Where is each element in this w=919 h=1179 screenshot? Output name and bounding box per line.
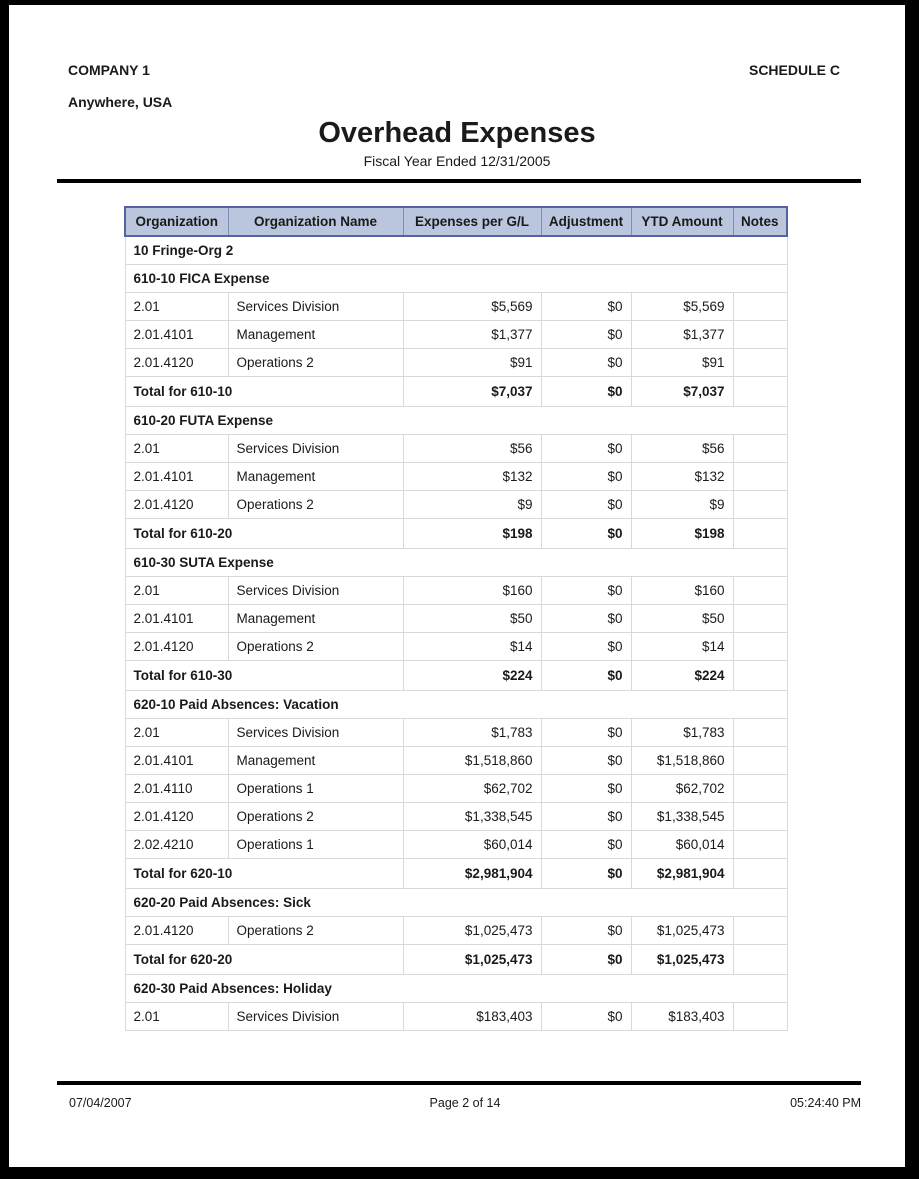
expenses-cell: $56 bbox=[403, 434, 541, 462]
ytd-amount-cell: $1,025,473 bbox=[631, 916, 733, 944]
total-row bbox=[125, 858, 787, 888]
org-name-cell: Management bbox=[228, 604, 403, 632]
org-cell: 2.01.4101 bbox=[125, 320, 228, 348]
adjustment-cell: $0 bbox=[541, 348, 631, 376]
ytd-amount-cell: $1,338,545 bbox=[631, 802, 733, 830]
notes-cell bbox=[733, 632, 787, 660]
org-cell: 2.01.4101 bbox=[125, 462, 228, 490]
adjustment-cell: $0 bbox=[541, 604, 631, 632]
notes-cell bbox=[733, 292, 787, 320]
total-row bbox=[125, 944, 787, 974]
expenses-cell: $50 bbox=[403, 604, 541, 632]
total-label-cell: Total for 610-30 bbox=[125, 660, 403, 690]
total-adjustment-cell: $0 bbox=[541, 376, 631, 406]
ytd-amount-cell: $160 bbox=[631, 576, 733, 604]
org-cell: 2.02.4210 bbox=[125, 830, 228, 858]
total-notes-cell bbox=[733, 376, 787, 406]
ytd-amount-cell: $56 bbox=[631, 434, 733, 462]
ytd-amount-cell: $1,377 bbox=[631, 320, 733, 348]
org-name-cell: Operations 1 bbox=[228, 774, 403, 802]
column-header-adjustment: Adjustment bbox=[541, 207, 631, 236]
expenses-table-head bbox=[125, 207, 787, 236]
expenses-cell: $1,338,545 bbox=[403, 802, 541, 830]
section-header-row bbox=[125, 974, 787, 1002]
expenses-cell: $60,014 bbox=[403, 830, 541, 858]
title-divider bbox=[57, 179, 861, 183]
total-ytd-cell: $2,981,904 bbox=[631, 858, 733, 888]
section-header-label: 610-20 FUTA Expense bbox=[125, 406, 787, 434]
adjustment-cell: $0 bbox=[541, 718, 631, 746]
expenses-cell: $62,702 bbox=[403, 774, 541, 802]
total-ytd-cell: $1,025,473 bbox=[631, 944, 733, 974]
report-footer bbox=[57, 1081, 861, 1110]
table-row bbox=[125, 348, 787, 376]
report-subtitle: Fiscal Year Ended 12/31/2005 bbox=[363, 153, 551, 169]
expenses-cell: $1,377 bbox=[403, 320, 541, 348]
expenses-cell: $1,783 bbox=[403, 718, 541, 746]
org-name-cell: Services Division bbox=[228, 576, 403, 604]
section-header-row bbox=[125, 888, 787, 916]
org-name-cell: Operations 2 bbox=[228, 490, 403, 518]
org-cell: 2.01 bbox=[125, 718, 228, 746]
notes-cell bbox=[733, 490, 787, 518]
table-row bbox=[125, 320, 787, 348]
org-name-cell: Operations 1 bbox=[228, 830, 403, 858]
section-header-row bbox=[125, 548, 787, 576]
table-row bbox=[125, 718, 787, 746]
expenses-cell: $14 bbox=[403, 632, 541, 660]
report-header bbox=[9, 5, 905, 110]
org-name-cell: Services Division bbox=[228, 1002, 403, 1030]
total-notes-cell bbox=[733, 518, 787, 548]
expenses-cell: $5,569 bbox=[403, 292, 541, 320]
adjustment-cell: $0 bbox=[541, 916, 631, 944]
company-location: Anywhere, USA bbox=[68, 94, 173, 110]
total-notes-cell bbox=[733, 660, 787, 690]
column-header-notes: Notes bbox=[733, 207, 787, 236]
ytd-amount-cell: $62,702 bbox=[631, 774, 733, 802]
org-cell: 2.01.4120 bbox=[125, 632, 228, 660]
ytd-amount-cell: $50 bbox=[631, 604, 733, 632]
total-notes-cell bbox=[733, 944, 787, 974]
ytd-amount-cell: $60,014 bbox=[631, 830, 733, 858]
notes-cell bbox=[733, 774, 787, 802]
org-name-cell: Operations 2 bbox=[228, 802, 403, 830]
total-label-cell: Total for 620-10 bbox=[125, 858, 403, 888]
adjustment-cell: $0 bbox=[541, 1002, 631, 1030]
notes-cell bbox=[733, 320, 787, 348]
total-ytd-cell: $198 bbox=[631, 518, 733, 548]
total-expenses-cell: $1,025,473 bbox=[403, 944, 541, 974]
adjustment-cell: $0 bbox=[541, 490, 631, 518]
ytd-amount-cell: $14 bbox=[631, 632, 733, 660]
table-row bbox=[125, 1002, 787, 1030]
org-name-cell: Operations 2 bbox=[228, 632, 403, 660]
expenses-cell: $183,403 bbox=[403, 1002, 541, 1030]
total-row bbox=[125, 518, 787, 548]
expenses-cell: $132 bbox=[403, 462, 541, 490]
total-adjustment-cell: $0 bbox=[541, 660, 631, 690]
company-name: COMPANY 1 bbox=[68, 62, 150, 78]
org-name-cell: Services Division bbox=[228, 718, 403, 746]
section-header-row bbox=[125, 264, 787, 292]
table-row bbox=[125, 774, 787, 802]
total-expenses-cell: $7,037 bbox=[403, 376, 541, 406]
notes-cell bbox=[733, 802, 787, 830]
table-row bbox=[125, 292, 787, 320]
org-cell: 2.01 bbox=[125, 576, 228, 604]
ytd-amount-cell: $9 bbox=[631, 490, 733, 518]
ytd-amount-cell: $183,403 bbox=[631, 1002, 733, 1030]
section-header-label: 620-10 Paid Absences: Vacation bbox=[125, 690, 787, 718]
table-row bbox=[125, 632, 787, 660]
notes-cell bbox=[733, 462, 787, 490]
footer-row bbox=[57, 1096, 861, 1110]
notes-cell bbox=[733, 916, 787, 944]
adjustment-cell: $0 bbox=[541, 462, 631, 490]
total-expenses-cell: $198 bbox=[403, 518, 541, 548]
org-cell: 2.01.4120 bbox=[125, 916, 228, 944]
footer-time: 05:24:40 PM bbox=[790, 1096, 861, 1110]
org-cell: 2.01 bbox=[125, 292, 228, 320]
footer-page-number: Page 2 of 14 bbox=[429, 1096, 501, 1110]
notes-cell bbox=[733, 348, 787, 376]
total-expenses-cell: $224 bbox=[403, 660, 541, 690]
org-name-cell: Services Division bbox=[228, 434, 403, 462]
adjustment-cell: $0 bbox=[541, 632, 631, 660]
notes-cell bbox=[733, 604, 787, 632]
adjustment-cell: $0 bbox=[541, 802, 631, 830]
expenses-table bbox=[124, 206, 788, 1031]
schedule-label: SCHEDULE C bbox=[748, 62, 840, 78]
group-header-row bbox=[125, 236, 787, 264]
table-row bbox=[125, 916, 787, 944]
adjustment-cell: $0 bbox=[541, 292, 631, 320]
notes-cell bbox=[733, 576, 787, 604]
expenses-cell: $160 bbox=[403, 576, 541, 604]
total-row bbox=[125, 660, 787, 690]
table-row bbox=[125, 576, 787, 604]
org-cell: 2.01 bbox=[125, 1002, 228, 1030]
adjustment-cell: $0 bbox=[541, 830, 631, 858]
total-notes-cell bbox=[733, 858, 787, 888]
table-row bbox=[125, 802, 787, 830]
total-adjustment-cell: $0 bbox=[541, 858, 631, 888]
expenses-table-body bbox=[125, 236, 787, 1030]
adjustment-cell: $0 bbox=[541, 746, 631, 774]
total-row bbox=[125, 376, 787, 406]
column-header-expenses-per-g-l: Expenses per G/L bbox=[403, 207, 541, 236]
org-cell: 2.01.4101 bbox=[125, 746, 228, 774]
adjustment-cell: $0 bbox=[541, 576, 631, 604]
org-cell: 2.01 bbox=[125, 434, 228, 462]
group-header-label: 10 Fringe-Org 2 bbox=[125, 236, 787, 264]
section-header-label: 610-10 FICA Expense bbox=[125, 264, 787, 292]
notes-cell bbox=[733, 746, 787, 774]
adjustment-cell: $0 bbox=[541, 434, 631, 462]
expenses-cell: $1,518,860 bbox=[403, 746, 541, 774]
expenses-cell: $91 bbox=[403, 348, 541, 376]
table-row bbox=[125, 604, 787, 632]
table-row bbox=[125, 746, 787, 774]
column-header-ytd-amount: YTD Amount bbox=[631, 207, 733, 236]
notes-cell bbox=[733, 434, 787, 462]
footer-date: 07/04/2007 bbox=[69, 1096, 132, 1110]
org-name-cell: Management bbox=[228, 320, 403, 348]
ytd-amount-cell: $91 bbox=[631, 348, 733, 376]
org-name-cell: Operations 2 bbox=[228, 916, 403, 944]
total-adjustment-cell: $0 bbox=[541, 944, 631, 974]
total-ytd-cell: $7,037 bbox=[631, 376, 733, 406]
ytd-amount-cell: $5,569 bbox=[631, 292, 733, 320]
expenses-cell: $1,025,473 bbox=[403, 916, 541, 944]
section-header-label: 620-20 Paid Absences: Sick bbox=[125, 888, 787, 916]
table-row bbox=[125, 830, 787, 858]
column-header-organization: Organization bbox=[125, 207, 228, 236]
org-name-cell: Operations 2 bbox=[228, 348, 403, 376]
expenses-cell: $9 bbox=[403, 490, 541, 518]
org-name-cell: Management bbox=[228, 746, 403, 774]
column-header-row bbox=[125, 207, 787, 236]
total-label-cell: Total for 610-20 bbox=[125, 518, 403, 548]
total-ytd-cell: $224 bbox=[631, 660, 733, 690]
ytd-amount-cell: $1,518,860 bbox=[631, 746, 733, 774]
org-cell: 2.01.4120 bbox=[125, 348, 228, 376]
org-cell: 2.01.4120 bbox=[125, 802, 228, 830]
org-cell: 2.01.4101 bbox=[125, 604, 228, 632]
report-page bbox=[9, 5, 905, 1167]
adjustment-cell: $0 bbox=[541, 320, 631, 348]
org-cell: 2.01.4110 bbox=[125, 774, 228, 802]
section-header-label: 620-30 Paid Absences: Holiday bbox=[125, 974, 787, 1002]
table-row bbox=[125, 462, 787, 490]
org-name-cell: Management bbox=[228, 462, 403, 490]
adjustment-cell: $0 bbox=[541, 774, 631, 802]
notes-cell bbox=[733, 718, 787, 746]
report-header-left bbox=[68, 62, 172, 110]
ytd-amount-cell: $132 bbox=[631, 462, 733, 490]
total-expenses-cell: $2,981,904 bbox=[403, 858, 541, 888]
org-cell: 2.01.4120 bbox=[125, 490, 228, 518]
total-adjustment-cell: $0 bbox=[541, 518, 631, 548]
section-header-label: 610-30 SUTA Expense bbox=[125, 548, 787, 576]
org-name-cell: Services Division bbox=[228, 292, 403, 320]
table-row bbox=[125, 490, 787, 518]
section-header-row bbox=[125, 690, 787, 718]
ytd-amount-cell: $1,783 bbox=[631, 718, 733, 746]
section-header-row bbox=[125, 406, 787, 434]
table-row bbox=[125, 434, 787, 462]
column-header-organization-name: Organization Name bbox=[228, 207, 403, 236]
notes-cell bbox=[733, 1002, 787, 1030]
notes-cell bbox=[733, 830, 787, 858]
report-title: Overhead Expenses bbox=[318, 117, 596, 149]
total-label-cell: Total for 620-20 bbox=[125, 944, 403, 974]
footer-divider bbox=[57, 1081, 861, 1085]
total-label-cell: Total for 610-10 bbox=[125, 376, 403, 406]
